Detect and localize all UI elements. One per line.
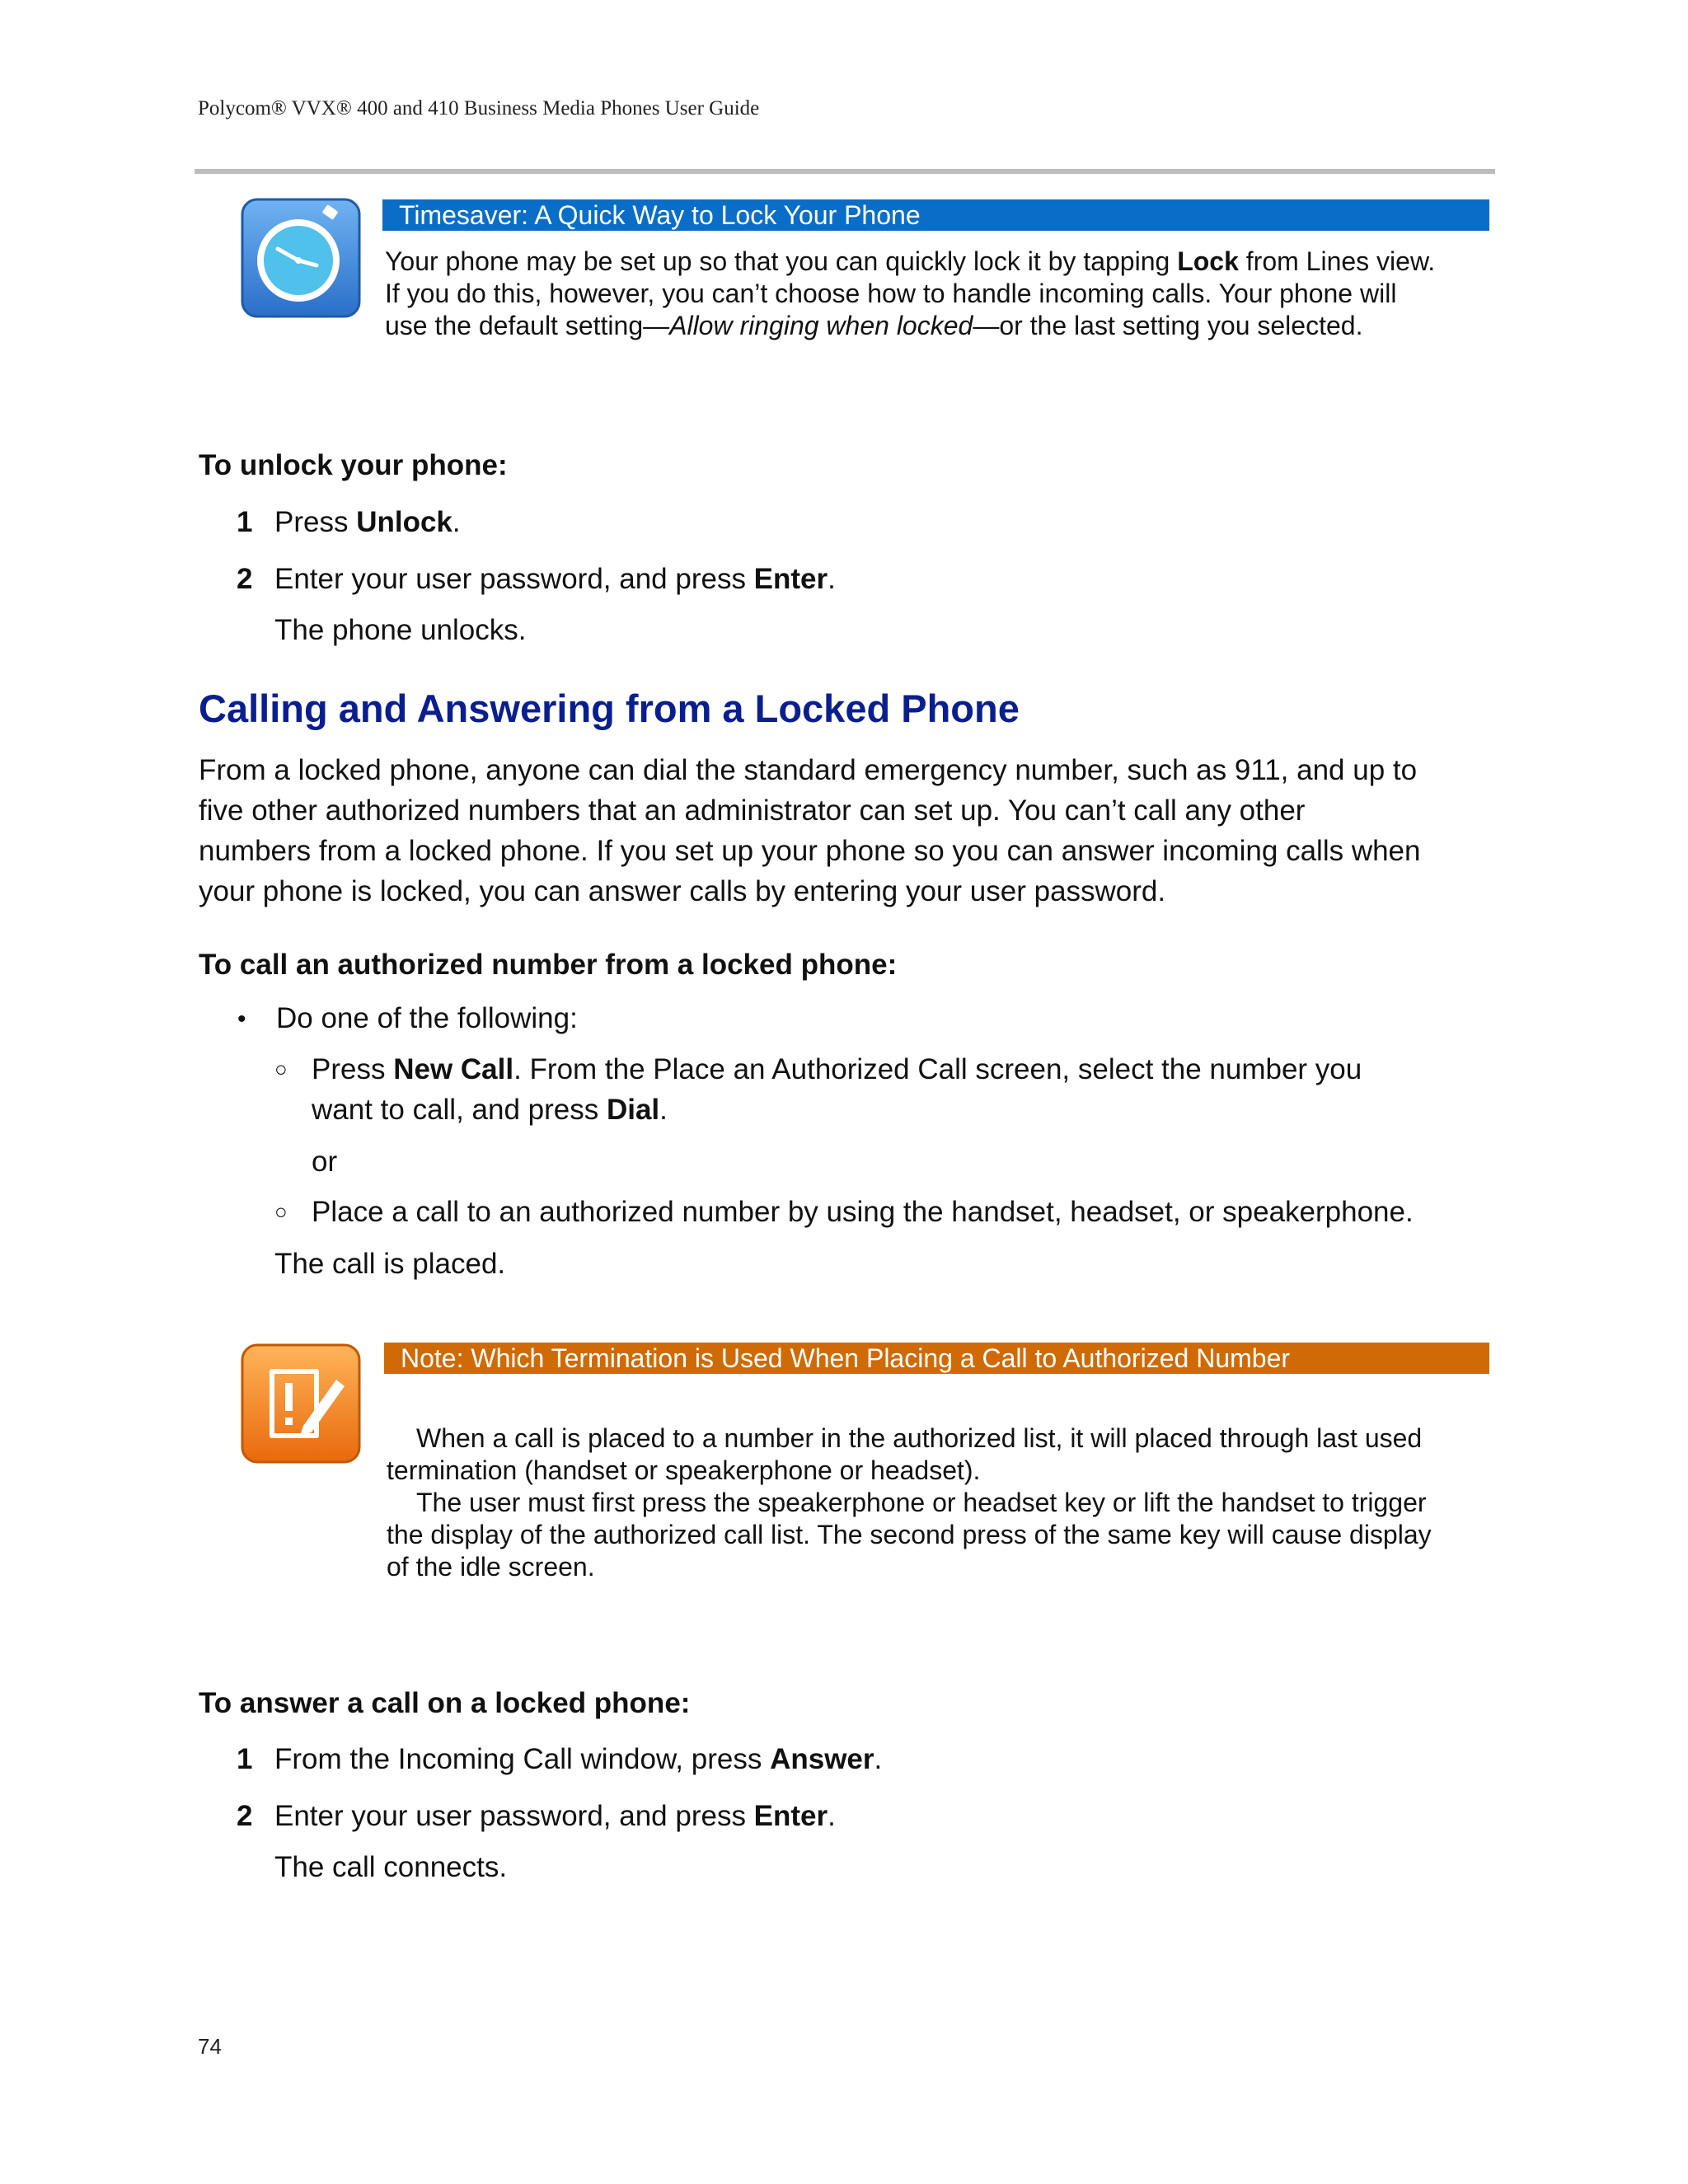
call-authorized-result: The call is placed. — [274, 1248, 506, 1280]
stopwatch-icon — [241, 198, 361, 318]
hollow-bullet-icon: ○ — [274, 1199, 288, 1224]
option-2: Place a call to an authorized number by using the handset, headset, or speakerphone. — [312, 1196, 1414, 1228]
step-number: 1 — [237, 506, 253, 538]
note-body — [387, 1422, 1495, 1583]
timesaver-line-2: If you do this, however, you can’t choose how to handle incoming calls. Your phone will — [385, 279, 1397, 308]
call-authorized-bullet: Do one of the following: — [276, 1002, 578, 1034]
answer-result: The call connects. — [274, 1851, 508, 1883]
timesaver-title: Timesaver: A Quick Way to Lock Your Phone — [382, 199, 1489, 231]
option-1-line-2: want to call, and press Dial. — [312, 1094, 668, 1126]
note-line: The user must first press the speakerphone or headset key or lift the handset to trigger — [416, 1488, 1427, 1517]
timesaver-line-3: use the default setting—Allow ringing when locked—or the last setting you selected. — [385, 311, 1363, 340]
step-number: 2 — [237, 1800, 253, 1832]
option-1-line-1: Press New Call. From the Place an Authorized Call screen, select the number you — [312, 1053, 1362, 1085]
paragraph-line: From a locked phone, anyone can dial the standard emergency number, such as 911, and up to — [199, 754, 1418, 786]
bullet-icon: • — [237, 1005, 246, 1033]
hollow-bullet-icon: ○ — [274, 1057, 288, 1081]
note-line: the display of the authorized call list. The second press of the same key will cause display — [387, 1520, 1432, 1549]
timesaver-body — [385, 246, 1493, 342]
or-text: or — [312, 1146, 338, 1178]
paragraph-line: numbers from a locked phone. If you set up your phone so you can answer incoming calls when — [199, 835, 1421, 867]
timesaver-line-1: Your phone may be set up so that you can quickly lock it by tapping Lock from Lines view. — [385, 246, 1436, 276]
unlock-heading: To unlock your phone: — [199, 449, 508, 481]
note-line: of the idle screen. — [387, 1552, 595, 1582]
section-paragraph — [199, 750, 1517, 912]
answer-step-2: Enter your user password, and press Enter. — [274, 1800, 836, 1832]
unlock-result: The phone unlocks. — [274, 614, 527, 646]
page-number: 74 — [198, 2034, 222, 2059]
paragraph-line: your phone is locked, you can answer calls by entering your user password. — [199, 875, 1166, 907]
paragraph-line: five other authorized numbers that an administrator can set up. You can’t call any other — [199, 794, 1306, 827]
section-title: Calling and Answering from a Locked Phone — [199, 687, 1020, 730]
note-title: Note: Which Termination is Used When Placing a Call to Authorized Number — [384, 1343, 1489, 1374]
note-pencil-icon — [241, 1343, 361, 1464]
note-line: When a call is placed to a number in the authorized list, it will placed through last used — [416, 1423, 1423, 1453]
answer-heading: To answer a call on a locked phone: — [199, 1687, 691, 1719]
unlock-step-1: Press Unlock. — [274, 506, 461, 538]
step-number: 1 — [237, 1743, 253, 1775]
header-divider — [195, 169, 1495, 174]
running-header: Polycom® VVX® 400 and 410 Business Media Phones User Guide — [198, 97, 760, 120]
call-authorized-heading: To call an authorized number from a locked phone: — [199, 949, 898, 981]
note-line: termination (handset or speakerphone or headset). — [387, 1455, 981, 1485]
unlock-step-2: Enter your user password, and press Enter. — [274, 563, 836, 595]
answer-step-1: From the Incoming Call window, press Answer. — [274, 1743, 883, 1775]
step-number: 2 — [237, 563, 253, 595]
